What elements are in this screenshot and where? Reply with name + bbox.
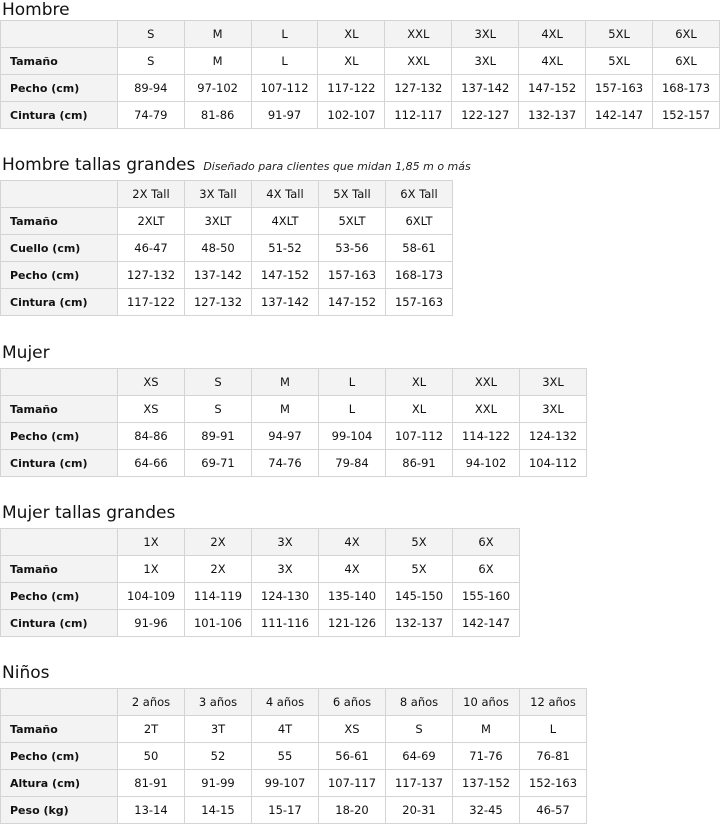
table-cell: 5X (386, 556, 453, 583)
table-cell: 81-86 (184, 102, 251, 129)
table-cell: 114-122 (453, 423, 520, 450)
table-cell: 89-94 (117, 75, 184, 102)
section-title (2, 155, 471, 175)
table-cell: 117-137 (386, 770, 453, 797)
table-cell: 107-112 (251, 75, 318, 102)
size-table (0, 180, 453, 316)
table-cell: 2T (118, 716, 185, 743)
table-cell: 127-132 (118, 262, 185, 289)
column-header: XL (386, 369, 453, 396)
table-cell: 89-91 (185, 423, 252, 450)
table-cell: 121-126 (319, 610, 386, 637)
size-table (0, 368, 587, 477)
section-title-text: Niños (2, 663, 50, 683)
row-label: Pecho (cm) (1, 75, 118, 102)
table-cell: 79-84 (319, 450, 386, 477)
size-section-kids (0, 663, 587, 824)
table-cell: 137-142 (252, 289, 319, 316)
column-header: 2 años (118, 689, 185, 716)
table-cell: 124-132 (520, 423, 587, 450)
size-section-women-plus (0, 503, 520, 637)
table-row (1, 48, 720, 75)
section-title (2, 0, 720, 20)
column-header: 3X Tall (185, 181, 252, 208)
section-title-text: Mujer tallas grandes (2, 503, 176, 523)
column-header: 10 años (453, 689, 520, 716)
size-table (0, 688, 587, 824)
column-header: 4X (319, 529, 386, 556)
column-header: 12 años (520, 689, 587, 716)
table-corner-cell (1, 21, 118, 48)
table-cell: 76-81 (520, 743, 587, 770)
table-cell: XS (319, 716, 386, 743)
table-cell: 132-137 (519, 102, 586, 129)
column-header: 6 años (319, 689, 386, 716)
table-cell: 97-102 (184, 75, 251, 102)
table-cell: XL (318, 48, 385, 75)
table-cell: 1X (118, 556, 185, 583)
table-cell: 18-20 (319, 797, 386, 824)
table-cell: 51-52 (252, 235, 319, 262)
section-title (2, 663, 587, 683)
table-cell: 20-31 (386, 797, 453, 824)
table-cell: 152-163 (520, 770, 587, 797)
table-cell: 48-50 (185, 235, 252, 262)
table-cell: 69-71 (185, 450, 252, 477)
column-header: S (117, 21, 184, 48)
column-header: L (251, 21, 318, 48)
table-cell: 4XL (519, 48, 586, 75)
table-cell: 101-106 (185, 610, 252, 637)
section-title (2, 343, 587, 363)
table-cell: 135-140 (319, 583, 386, 610)
table-cell: 142-147 (586, 102, 653, 129)
table-cell: 147-152 (252, 262, 319, 289)
table-cell: 145-150 (386, 583, 453, 610)
table-header-row (1, 21, 720, 48)
table-cell: 4X (319, 556, 386, 583)
table-cell: 112-117 (385, 102, 452, 129)
column-header: 3XL (452, 21, 519, 48)
table-row (1, 610, 520, 637)
table-cell: 117-122 (318, 75, 385, 102)
row-label: Cuello (cm) (1, 235, 118, 262)
size-section-men (0, 0, 720, 129)
table-corner-cell (1, 181, 118, 208)
column-header: 3XL (520, 369, 587, 396)
table-cell: 5XL (586, 48, 653, 75)
row-label: Cintura (cm) (1, 102, 118, 129)
row-label: Cintura (cm) (1, 610, 118, 637)
table-cell: 86-91 (386, 450, 453, 477)
table-cell: 6X (453, 556, 520, 583)
table-cell: L (251, 48, 318, 75)
table-row (1, 556, 520, 583)
table-cell: L (319, 396, 386, 423)
table-row (1, 208, 453, 235)
table-cell: 56-61 (319, 743, 386, 770)
size-table (0, 20, 720, 129)
table-cell: 114-119 (185, 583, 252, 610)
column-header: 6X (453, 529, 520, 556)
column-header: 4XL (519, 21, 586, 48)
table-cell: 152-157 (653, 102, 720, 129)
table-cell: 137-152 (453, 770, 520, 797)
size-section-men-tall (0, 155, 471, 316)
table-cell: M (184, 48, 251, 75)
row-label: Tamaño (1, 48, 118, 75)
table-cell: 3T (185, 716, 252, 743)
column-header: M (184, 21, 251, 48)
table-cell: 55 (252, 743, 319, 770)
table-header-row (1, 181, 453, 208)
table-corner-cell (1, 529, 118, 556)
table-cell: 137-142 (185, 262, 252, 289)
table-cell: XXL (453, 396, 520, 423)
table-cell: XXL (385, 48, 452, 75)
table-row (1, 262, 453, 289)
row-label: Pecho (cm) (1, 262, 118, 289)
column-header: XXL (385, 21, 452, 48)
column-header: XXL (453, 369, 520, 396)
row-label: Tamaño (1, 716, 118, 743)
table-row (1, 235, 453, 262)
table-cell: 46-47 (118, 235, 185, 262)
table-cell: 142-147 (453, 610, 520, 637)
column-header: 8 años (386, 689, 453, 716)
table-cell: 3XLT (185, 208, 252, 235)
table-cell: M (453, 716, 520, 743)
table-cell: 15-17 (252, 797, 319, 824)
table-cell: 137-142 (452, 75, 519, 102)
table-header-row (1, 689, 587, 716)
table-cell: 32-45 (453, 797, 520, 824)
column-header: 2X Tall (118, 181, 185, 208)
column-header: L (319, 369, 386, 396)
table-cell: 122-127 (452, 102, 519, 129)
column-header: S (185, 369, 252, 396)
column-header: 4 años (252, 689, 319, 716)
table-row (1, 102, 720, 129)
table-cell: 157-163 (586, 75, 653, 102)
size-table (0, 528, 520, 637)
row-label: Pecho (cm) (1, 423, 118, 450)
table-row (1, 75, 720, 102)
table-cell: M (252, 396, 319, 423)
table-cell: 124-130 (252, 583, 319, 610)
table-cell: 46-57 (520, 797, 587, 824)
table-row (1, 797, 587, 824)
column-header: 2X (185, 529, 252, 556)
table-row (1, 770, 587, 797)
table-cell: 107-117 (319, 770, 386, 797)
table-cell: L (520, 716, 587, 743)
table-cell: 91-96 (118, 610, 185, 637)
table-cell: 157-163 (386, 289, 453, 316)
table-cell: 14-15 (185, 797, 252, 824)
table-cell: S (386, 716, 453, 743)
table-cell: 3X (252, 556, 319, 583)
table-cell: S (117, 48, 184, 75)
table-cell: 104-109 (118, 583, 185, 610)
table-cell: 50 (118, 743, 185, 770)
row-label: Tamaño (1, 396, 118, 423)
table-cell: 147-152 (319, 289, 386, 316)
table-cell: 168-173 (653, 75, 720, 102)
table-cell: 3XL (452, 48, 519, 75)
table-row (1, 289, 453, 316)
table-cell: 132-137 (386, 610, 453, 637)
table-cell: 6XL (653, 48, 720, 75)
table-row (1, 450, 587, 477)
row-label: Cintura (cm) (1, 289, 118, 316)
row-label: Peso (kg) (1, 797, 118, 824)
table-cell: 81-91 (118, 770, 185, 797)
table-cell: 127-132 (385, 75, 452, 102)
row-label: Tamaño (1, 556, 118, 583)
table-cell: 147-152 (519, 75, 586, 102)
section-title-text: Hombre tallas grandes (2, 155, 196, 175)
table-cell: 13-14 (118, 797, 185, 824)
column-header: 5XL (586, 21, 653, 48)
table-header-row (1, 369, 587, 396)
row-label: Pecho (cm) (1, 583, 118, 610)
table-row (1, 583, 520, 610)
table-row (1, 716, 587, 743)
table-cell: 2X (185, 556, 252, 583)
section-title-text: Mujer (2, 343, 50, 363)
column-header: XS (118, 369, 185, 396)
section-title (2, 503, 520, 523)
column-header: 5X Tall (319, 181, 386, 208)
table-cell: 4T (252, 716, 319, 743)
table-row (1, 423, 587, 450)
table-cell: 3XL (520, 396, 587, 423)
table-cell: 71-76 (453, 743, 520, 770)
column-header: M (252, 369, 319, 396)
row-label: Altura (cm) (1, 770, 118, 797)
table-cell: XS (118, 396, 185, 423)
row-label: Tamaño (1, 208, 118, 235)
table-corner-cell (1, 689, 118, 716)
table-cell: 52 (185, 743, 252, 770)
table-cell: 155-160 (453, 583, 520, 610)
table-cell: 4XLT (252, 208, 319, 235)
table-cell: S (185, 396, 252, 423)
table-cell: XL (386, 396, 453, 423)
table-cell: 64-66 (118, 450, 185, 477)
table-cell: 64-69 (386, 743, 453, 770)
table-cell: 104-112 (520, 450, 587, 477)
table-cell: 107-112 (386, 423, 453, 450)
column-header: 1X (118, 529, 185, 556)
table-cell: 91-99 (185, 770, 252, 797)
table-cell: 2XLT (118, 208, 185, 235)
table-cell: 102-107 (318, 102, 385, 129)
column-header: 3 años (185, 689, 252, 716)
size-section-women (0, 343, 587, 477)
column-header: 3X (252, 529, 319, 556)
table-cell: 168-173 (386, 262, 453, 289)
table-corner-cell (1, 369, 118, 396)
table-cell: 94-102 (453, 450, 520, 477)
table-cell: 99-107 (252, 770, 319, 797)
row-label: Cintura (cm) (1, 450, 118, 477)
table-cell: 53-56 (319, 235, 386, 262)
table-cell: 111-116 (252, 610, 319, 637)
table-cell: 157-163 (319, 262, 386, 289)
table-cell: 5XLT (319, 208, 386, 235)
section-title-text: Hombre (2, 0, 70, 20)
table-cell: 58-61 (386, 235, 453, 262)
table-cell: 117-122 (118, 289, 185, 316)
table-cell: 6XLT (386, 208, 453, 235)
column-header: 6X Tall (386, 181, 453, 208)
column-header: 6XL (653, 21, 720, 48)
table-cell: 84-86 (118, 423, 185, 450)
table-cell: 94-97 (252, 423, 319, 450)
column-header: XL (318, 21, 385, 48)
table-header-row (1, 529, 520, 556)
table-cell: 91-97 (251, 102, 318, 129)
column-header: 5X (386, 529, 453, 556)
table-cell: 99-104 (319, 423, 386, 450)
table-row (1, 743, 587, 770)
table-cell: 127-132 (185, 289, 252, 316)
row-label: Pecho (cm) (1, 743, 118, 770)
table-cell: 74-79 (117, 102, 184, 129)
table-cell: 74-76 (252, 450, 319, 477)
table-row (1, 396, 587, 423)
column-header: 4X Tall (252, 181, 319, 208)
section-subtitle: Diseñado para clientes que midan 1,85 m o más (203, 160, 471, 173)
